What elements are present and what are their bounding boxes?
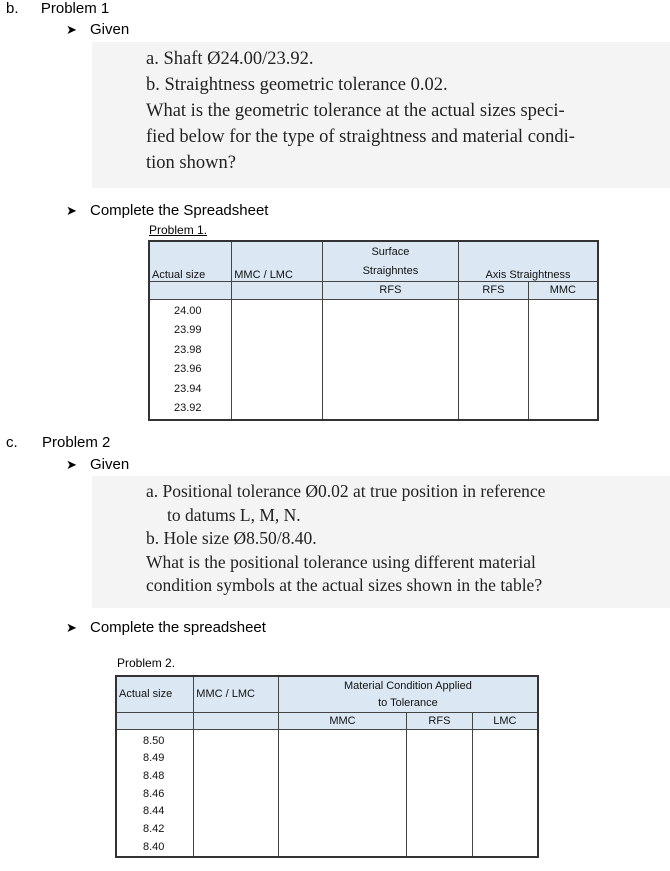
problem1-given-bullet bbox=[66, 21, 129, 38]
problem1-spreadsheet-label: Complete the Spreadsheet bbox=[90, 202, 269, 219]
mmc-input-cell[interactable] bbox=[278, 729, 406, 857]
problem2-question-line: What is the positional tolerance using different material bbox=[146, 551, 536, 572]
header-material-condition: Material Condition Applied bbox=[278, 676, 538, 695]
header-surface: Surface bbox=[322, 241, 458, 261]
problem2-given-item-b: b. Hole size Ø8.50/8.40. bbox=[146, 528, 317, 548]
header-rfs: RFS bbox=[407, 712, 473, 729]
problem1-section-label: b. bbox=[6, 0, 19, 17]
rfs-input-cell[interactable] bbox=[407, 729, 473, 857]
problem2-given-label: Given bbox=[90, 456, 130, 473]
problem2-given-bullet bbox=[66, 456, 129, 473]
size-value: 8.49 bbox=[143, 752, 165, 765]
header-surface-straightness: Straighntes bbox=[322, 261, 458, 281]
header-mmc-lmc: MMC / LMC bbox=[194, 676, 279, 712]
problem1-given-label: Given bbox=[90, 21, 130, 38]
header-blank bbox=[149, 281, 232, 299]
problem2-table-caption: Problem 2. bbox=[117, 656, 176, 670]
surface-rfs-input-cell[interactable] bbox=[322, 299, 458, 420]
header-actual-size: Actual size bbox=[116, 676, 194, 712]
header-mmc: MMC bbox=[278, 712, 406, 729]
problem1-table-caption: Problem 1. bbox=[149, 223, 208, 237]
header-mmc-lmc: MMC / LMC bbox=[232, 241, 322, 281]
size-value: 23.96 bbox=[174, 363, 202, 375]
size-value: 8.48 bbox=[143, 769, 165, 782]
mmc-lmc-input-cell[interactable] bbox=[232, 299, 322, 420]
size-value: 8.42 bbox=[143, 823, 165, 836]
header-lmc: LMC bbox=[472, 712, 538, 729]
problem1-question bbox=[146, 98, 575, 176]
problem2-question-line: condition symbols at the actual sizes shown in the table? bbox=[146, 575, 543, 595]
size-value: 8.50 bbox=[143, 734, 165, 747]
header-blank bbox=[194, 712, 279, 729]
header-axis-straightness: Axis Straightness bbox=[459, 241, 598, 281]
problem2-spreadsheet-label: Complete the spreadsheet bbox=[90, 619, 266, 636]
problem1-spreadsheet-bullet bbox=[66, 202, 268, 219]
problem1-question-line: tion shown? bbox=[146, 153, 236, 173]
problem2-spreadsheet bbox=[115, 675, 539, 858]
arrow-bullet-icon: ➤ bbox=[66, 22, 77, 37]
problem2-heading bbox=[6, 434, 110, 451]
header-surface-rfs: RFS bbox=[322, 281, 458, 299]
problem1-spreadsheet bbox=[148, 240, 599, 421]
arrow-bullet-icon: ➤ bbox=[66, 620, 77, 635]
problem2-given-item-a-cont: to datums L, M, N. bbox=[167, 504, 301, 525]
problem2-section-label: c. bbox=[6, 434, 18, 451]
header-blank bbox=[116, 712, 194, 729]
size-value: 23.98 bbox=[174, 343, 202, 356]
actual-size-column bbox=[116, 729, 194, 857]
size-value: 23.94 bbox=[174, 382, 202, 395]
header-to-tolerance: to Tolerance bbox=[278, 695, 538, 712]
problem1-heading bbox=[6, 0, 109, 17]
size-value: 8.46 bbox=[143, 787, 165, 800]
header-actual-size: Actual size bbox=[149, 241, 232, 281]
problem1-given-item-a: a. Shaft Ø24.00/23.92. bbox=[146, 49, 314, 69]
problem1-question-line: What is the geometric tolerance at the actual sizes speci- bbox=[146, 101, 565, 121]
header-axis-rfs: RFS bbox=[459, 281, 529, 299]
mmc-lmc-input-cell[interactable] bbox=[194, 729, 279, 857]
problem1-section-title: Problem 1 bbox=[40, 0, 110, 17]
problem2-section-title: Problem 2 bbox=[42, 434, 111, 451]
size-value: 23.92 bbox=[174, 402, 202, 414]
size-value: 8.40 bbox=[143, 840, 165, 853]
size-value: 24.00 bbox=[174, 304, 202, 317]
problem2-given-text bbox=[146, 480, 545, 598]
arrow-bullet-icon: ➤ bbox=[66, 457, 77, 472]
lmc-input-cell[interactable] bbox=[472, 729, 538, 857]
problem1-given-text bbox=[146, 46, 575, 176]
problem1-given-item-b: b. Straightness geometric tolerance 0.02. bbox=[146, 75, 448, 95]
actual-size-column bbox=[149, 299, 232, 420]
size-value: 8.44 bbox=[143, 805, 165, 818]
size-value: 23.99 bbox=[174, 324, 202, 336]
problem2-given-item-a: a. Positional tolerance Ø0.02 at true position in reference bbox=[146, 481, 546, 501]
problem2-spreadsheet-bullet bbox=[66, 619, 266, 636]
axis-mmc-input-cell[interactable] bbox=[528, 299, 598, 420]
problem1-question-line: fied below for the type of straightness and material condi- bbox=[146, 127, 575, 147]
header-blank bbox=[232, 281, 322, 299]
axis-rfs-input-cell[interactable] bbox=[459, 299, 529, 420]
header-axis-mmc: MMC bbox=[528, 281, 598, 299]
arrow-bullet-icon: ➤ bbox=[66, 203, 77, 218]
